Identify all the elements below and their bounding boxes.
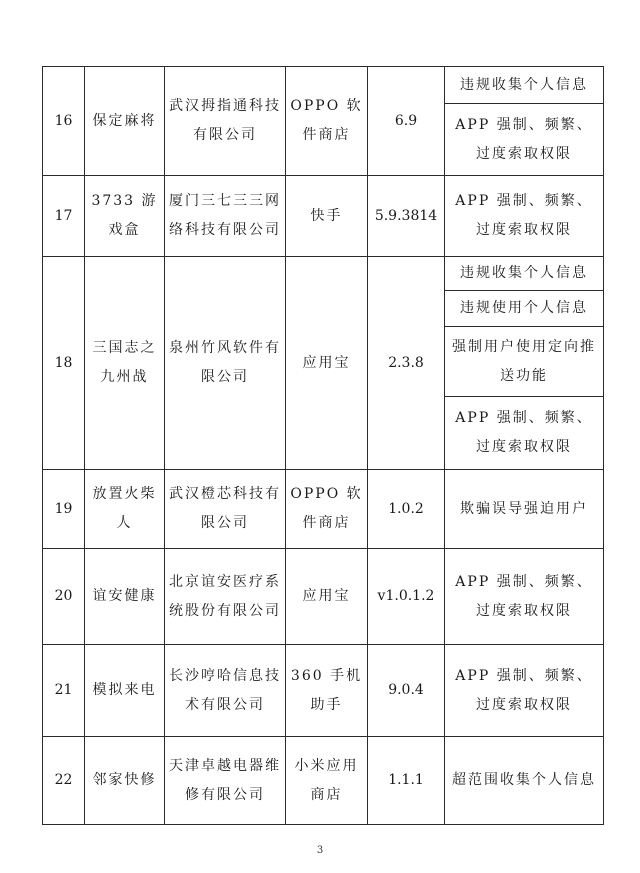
company-name: 泉州竹风软件有限公司: [165, 257, 286, 470]
issue-cell: 强制用户使用定向推送功能: [445, 327, 604, 397]
app-name: 三国志之九州战: [85, 257, 165, 470]
violation-table: [42, 66, 604, 825]
table-row: [43, 257, 604, 291]
table-row: [43, 67, 604, 104]
company-name: 长沙哼哈信息技术有限公司: [165, 645, 286, 737]
app-version: 6.9: [368, 67, 445, 176]
row-number: 18: [43, 257, 85, 470]
table-row: [43, 737, 604, 825]
app-store: 应用宝: [286, 257, 368, 470]
company-name: 天津卓越电器维修有限公司: [165, 737, 286, 825]
app-version: 1.0.2: [368, 470, 445, 549]
app-name: 谊安健康: [85, 549, 165, 645]
app-version: 5.9.3814: [368, 176, 445, 257]
page-number: 3: [316, 845, 324, 856]
app-name: 邻家快修: [85, 737, 165, 825]
issue-cell: 超范围收集个人信息: [445, 737, 604, 825]
row-number: 21: [43, 645, 85, 737]
row-number: 19: [43, 470, 85, 549]
app-name: 模拟来电: [85, 645, 165, 737]
table-row: [43, 645, 604, 737]
company-name: 武汉橙芯科技有限公司: [165, 470, 286, 549]
app-version: 2.3.8: [368, 257, 445, 470]
issue-cell: 违规收集个人信息: [445, 257, 604, 291]
table-row: [43, 470, 604, 549]
issue-cell: 违规使用个人信息: [445, 291, 604, 327]
issue-cell: APP 强制、频繁、过度索取权限: [445, 549, 604, 645]
row-number: 17: [43, 176, 85, 257]
app-store: 360 手机助手: [286, 645, 368, 737]
table-row: [43, 549, 604, 645]
issue-cell: APP 强制、频繁、过度索取权限: [445, 397, 604, 470]
app-store: 小米应用商店: [286, 737, 368, 825]
app-name: 放置火柴人: [85, 470, 165, 549]
app-version: 1.1.1: [368, 737, 445, 825]
app-version: 9.0.4: [368, 645, 445, 737]
company-name: 厦门三七三三网络科技有限公司: [165, 176, 286, 257]
app-store: 应用宝: [286, 549, 368, 645]
app-store: OPPO 软件商店: [286, 470, 368, 549]
app-name: 3733 游戏盒: [85, 176, 165, 257]
app-store: 快手: [286, 176, 368, 257]
issue-cell: 欺骗误导强迫用户: [445, 470, 604, 549]
row-number: 16: [43, 67, 85, 176]
company-name: 北京谊安医疗系统股份有限公司: [165, 549, 286, 645]
row-number: 20: [43, 549, 85, 645]
issue-cell: APP 强制、频繁、过度索取权限: [445, 104, 604, 176]
issue-cell: APP 强制、频繁、过度索取权限: [445, 645, 604, 737]
company-name: 武汉拇指通科技有限公司: [165, 67, 286, 176]
app-version: v1.0.1.2: [368, 549, 445, 645]
app-name: 保定麻将: [85, 67, 165, 176]
issue-cell: APP 强制、频繁、过度索取权限: [445, 176, 604, 257]
table-row: [43, 176, 604, 257]
row-number: 22: [43, 737, 85, 825]
app-store: OPPO 软件商店: [286, 67, 368, 176]
issue-cell: 违规收集个人信息: [445, 67, 604, 104]
